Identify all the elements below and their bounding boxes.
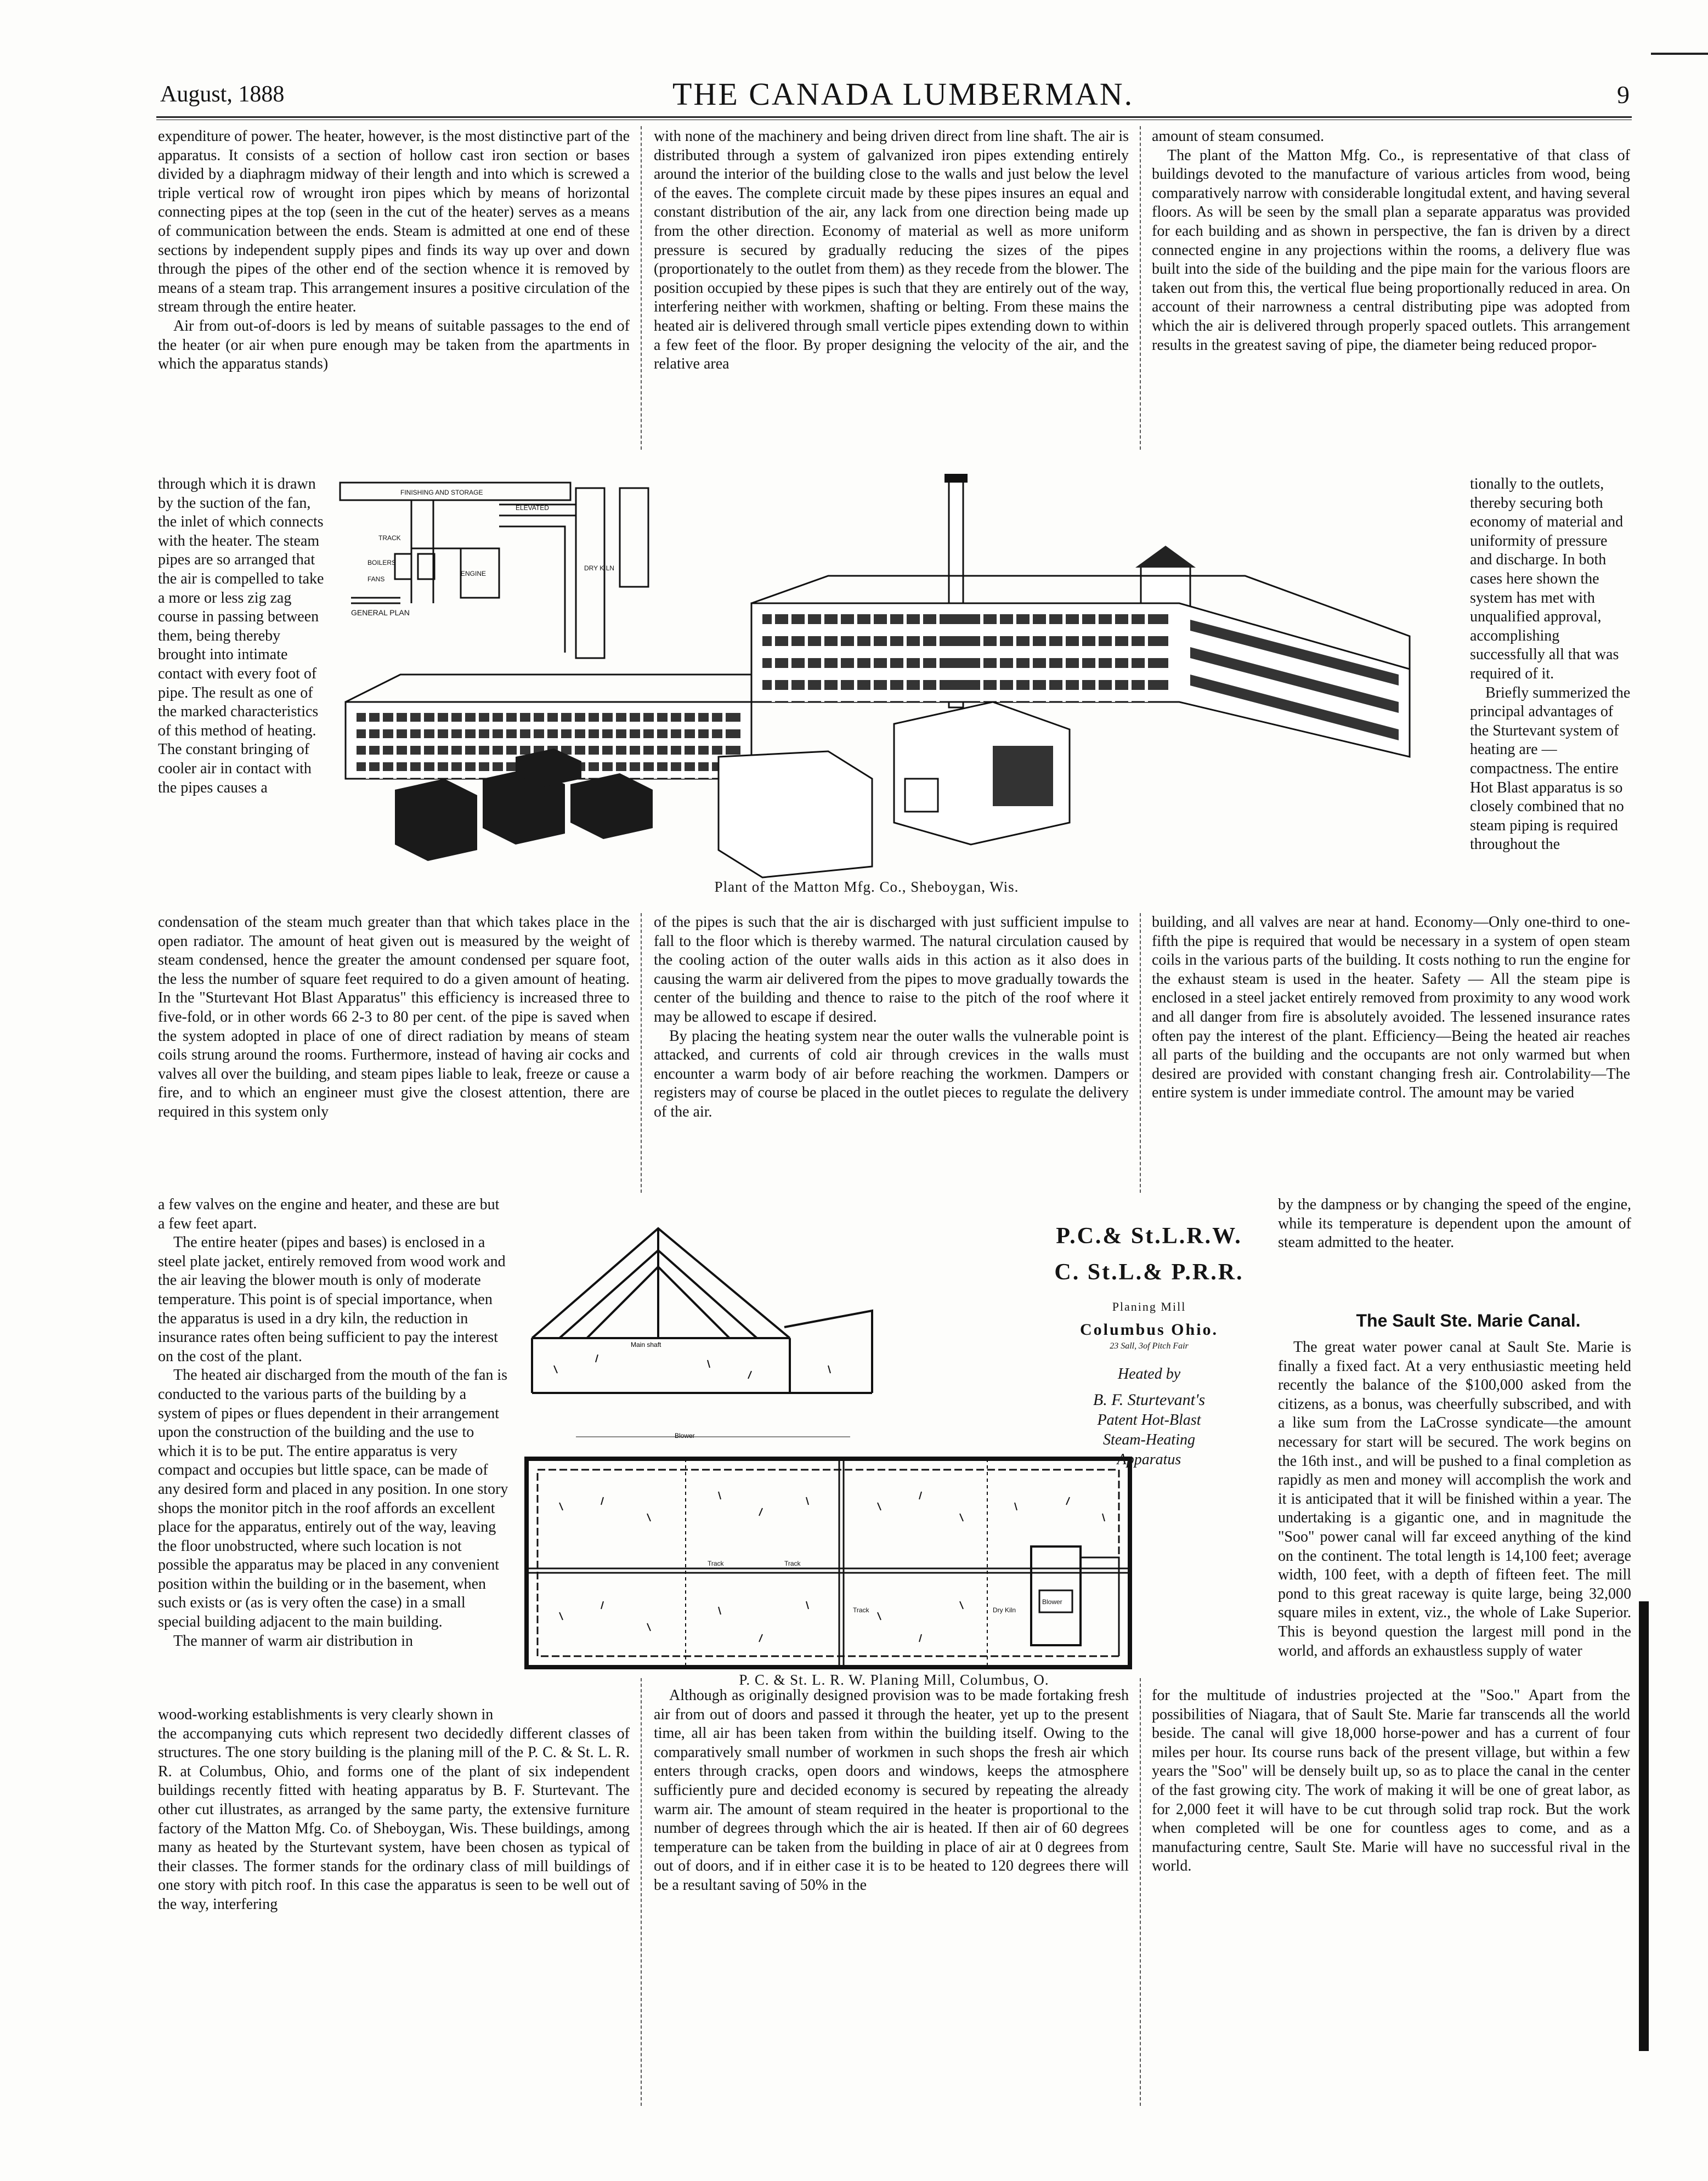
engine-house	[894, 702, 1070, 845]
canal-article	[1278, 1338, 1631, 1661]
figure-caption-matton: Plant of the Matton Mfg. Co., Sheboygan, Wis.	[714, 879, 1019, 895]
sign-line: Patent Hot-Blast	[1097, 1412, 1201, 1429]
paragraph: for the multitude of industries projected at the "Soo." Apart from the possibilities of Niagara, that of Sault Ste. Marie far transcends all the world beside. The canal will give 18,000 horse-power and has a current of four miles per hour. Its course runs back of the present village, but within a few years the "Soo" will be densely built up, so as to place the canal in the center of the fast growing city. The work of making it will be one of great labor, as for 2,000 feet it will have to be cut through solid trap rock. But the work when completed will be one for countless ages to come, and as a manufacturing centre, Sault Ste. Marie will have no successful rival in the world.	[1152, 1687, 1630, 1875]
paragraph: The manner of warm air distribution in	[173, 1632, 413, 1650]
margin-bar	[1639, 1601, 1649, 2051]
masthead-title: THE CANADA LUMBERMAN.	[672, 76, 1134, 112]
chimney-cap	[945, 474, 968, 483]
wrap-text-left: through which it is drawn by the suction of the fan, the inlet of which connects with the heater. The steam pipes are so arranged that the air is compelled to take a more or less zig zag course in passing between them, being thereby brought into intimate contact with every foot of pipe. The result as one of the marked characteristics of this method of heating. The constant bringing of cooler air in contact with the pipes causes a	[158, 475, 324, 796]
article-bottom-center	[654, 1686, 1129, 1895]
planing-mill-sign	[1017, 1223, 1281, 1469]
plan-label: BOILERS	[367, 559, 397, 567]
plan-label: Blower	[1042, 1598, 1062, 1606]
mill-floor-plan	[527, 1459, 1130, 1667]
tower-roof	[1135, 546, 1196, 568]
wrap-text-right	[1470, 475, 1631, 854]
section-label: Main shaft	[631, 1341, 661, 1349]
paragraph: The plant of the Matton Mfg. Co., is representative of that class of buildings devoted to the manufacture of various articles from wood, being comparatively narrow with considerable longitudal extent, and having several floors. As will be seen by the small plan a separate apparatus was provided for each building and as shown in perspective, the fan is driven by a direct connected engine in any projections within the rooms, a delivery flue was built into the side of the building and the pipe main for the various floors are taken out from this, the vertical flue being proportionally reduced in area. On account of their narrowness a central distributing pipe was adopted from which the air is delivered through properly spaced outlets. This arrangement results in the greatest saving of pipe, the diameter being reduced propor-	[1152, 146, 1630, 354]
section-label: Blower	[675, 1432, 695, 1440]
paragraph: The entire heater (pipes and bases) is enclosed in a steel plate jacket, entirely removed from wood work and the air leaving the blower mouth is only of moderate temperature. This point is of special importance, when the apparatus is used in a dry kiln, the reduction in insurance rates often being sufficient to pay the interest on the cost of the plant.	[158, 1234, 506, 1365]
plan-label: DRY KILN	[584, 564, 614, 572]
article-continuation-center	[654, 913, 1129, 1122]
issue-date: August, 1888	[160, 82, 285, 107]
article-lower-left	[158, 1196, 509, 1651]
sign-line: Heated by	[1117, 1366, 1181, 1383]
column-rule	[1140, 1678, 1141, 2106]
page-number: 9	[1617, 81, 1630, 109]
plan-label: ELEVATED	[516, 504, 549, 512]
plan-label: Track	[784, 1560, 801, 1567]
sign-line: 23 Sall, 3of Pitch Fair	[1110, 1341, 1189, 1351]
plan-label: GENERAL PLAN	[351, 608, 410, 617]
sign-line: Steam-Heating	[1103, 1431, 1195, 1448]
article-column-2	[654, 127, 1129, 374]
paragraph: Although as originally designed provision was to be made fortaking fresh air from out of doors and passed it through the heater, yet up to the present time, all air has been taken from within the building itself. Owing to the comparatively small number of workmen in such shops the fresh air which enters through cracks, open doors and windows, keeps the atmosphere sufficiently pure and decided economy is secured by repeating the already warm air. The amount of steam required in the heater is proportional to the number of degrees through which the air is heated. If then air of 60 degrees temperature can be taken from the building in place of air at 0 degrees from out of doors, and if in either case it is to be heated to 120 degrees there will be a resultant saving of 50% in the	[654, 1687, 1129, 1894]
column-rule	[1140, 126, 1141, 450]
plan-label: Track	[708, 1560, 724, 1567]
plan-label: Track	[853, 1606, 869, 1614]
plan-label: FANS	[367, 575, 385, 583]
sign-line: C. St.L.& P.R.R.	[1054, 1260, 1244, 1285]
article-column-1	[158, 127, 630, 374]
paragraph: tionally to the outlets, thereby securing both economy of material and uniformity of pressure and discharge. In both cases here shown the system has met with unqualified approval, accomplishing successfully all that was required of it.	[1470, 475, 1624, 682]
paragraph: The heated air discharged from the mouth of the fan is conducted to the various parts of the building by a system of pipes or flues dependent in their arrangement upon the construction of the building and the use to which it is to be put. The entire apparatus is very compact and occupies but little space, can be made of any desired form and placed in any position. In one story shops the monitor pitch in the roof affords an excellent place for the apparatus, entirely out of the way, leaving the floor unobstructed, where such location is not possible the apparatus may be placed in any convenient position within the building or in the basement, when such exists or (as is very often the case) in a small special building adjacent to the main building.	[158, 1367, 508, 1631]
paragraph: the accompanying cuts which represent two decidedly different classes of structures. The one story building is the planing mill of the P. C. & St. L. R. R. at Columbus, Ohio, and forms one of the plant of six independent buildings recently fitted with heating apparatus by B. F. Sturtevant. The other cut illustrates, as arranged by the same party, the extensive furniture factory of the Matton Mfg. Co. of Sheboygan, Wis. These buildings, among many as heated by the Sturtevant system, have been chosen as typical of their classes. The former stands for the ordinary class of mill buildings of one story with pitch roof. In this case the apparatus is seen to be well out of the way, interfering	[158, 1725, 630, 1913]
paragraph: Air from out-of-doors is led by means of suitable passages to the end of the heater (or air when pure enough may be taken from the apartments in which the apparatus stands)	[158, 317, 630, 373]
article-continuation-right: building, and all valves are near at hand. Economy—Only one-third to one-fifth the pipe is required that would be necessary in a system of open steam coils in the various parts of the building. It costs nothing to run the engine for the exhaust steam is used in the heater. Safety — All the steam pipe is enclosed in a steel jacket entirely removed from proximity to any wood work and all danger from fire is absolutely avoided. The lessened insurance rates often pay the interest of the plant. Efficiency—Being the heated air reaches all parts of the building and the occupants are not only warmed but when desired are provided with constant changing fresh air. Controlability—The entire system is under immediate control. The amount may be varied	[1152, 914, 1630, 1102]
column-rule	[641, 913, 642, 1193]
paragraph: a few valves on the engine and heater, and these are but a few feet apart.	[158, 1196, 500, 1232]
column-rule	[641, 1678, 642, 2106]
sign-line: Columbus Ohio.	[1079, 1321, 1219, 1339]
article-right-continuation: by the dampness or by changing the speed of the engine, while its temperature is dependent upon the amount of steam admitted to the heater.	[1278, 1196, 1631, 1251]
paragraph: The great water power canal at Sault Ste. Marie is finally a fixed fact. At a very enthusiastic meeting held recently the balance of the $100,000 asked from the citizens, as a bonus, was cheerfully subscribed, and with a like sum from the LaCrosse syndicate—the amount necessary for start will be secured. The work begins on the 16th inst., and will be pushed to a final completion as rapidly as men and money will accomplish the work and it is anticipated that it will be finished within a year. The undertaking is a gigantic one, and in magnitude the "Soo" power canal will far exceed anything of the kind on the continent. The total length is 14,100 feet; average width, 100 feet, with a depth of fifteen feet. The mill pond to this great raceway is quite large, being 32,000 square miles in extent, viz., the whole of Lake Superior. This is beyond question the largest mill pond in the world, and affords an exhaustless supply of water	[1278, 1339, 1631, 1659]
plan-label: FINISHING AND STORAGE	[400, 489, 483, 496]
paragraph: with none of the machinery and being driven direct from line shaft. The air is distributed through a system of galvanized iron pipes extending entirely around the interior of the building close to the walls and just below the level of the eaves. The complete circuit made by these pipes insures an equal and constant distribution of the air, any lack from one direction being made up from the other direction. Economy of material as well as more uniform pressure is secured by gradually reducing the sizes of the pipes (proportionately to the outlet from them) as they recede from the blower. The position occupied by these pipes is such that they are entirely out of the way, interfering neither with workmen, shafting or belting. From these mains the heated air is delivered through small verticle pipes extending down to within a few feet of the floor. By proper designing the velocity of the air, and the relative area	[654, 128, 1129, 373]
margin-mark	[1651, 53, 1708, 55]
plan-label: TRACK	[378, 534, 401, 542]
canal-heading: The Sault Ste. Marie Canal.	[1356, 1311, 1581, 1330]
paragraph: wood-working establishments is very clearly shown in	[158, 1706, 494, 1723]
article-column-3	[1152, 127, 1630, 355]
plan-label: ENGINE	[461, 570, 487, 577]
sign-line: Apparatus	[1117, 1451, 1181, 1468]
article-continuation-left: condensation of the steam much greater than that which takes place in the open radiator. The amount of heat given out is measured by the weight of steam condensed, hence the greater the amount condensed per square foot, the less the number of square feet required to do a given amount of heating. In the "Sturtevant Hot Blast Apparatus" this efficiency is increased three to five-fold, or in other words 66 2-3 to 80 per cent. of the pipe is saved when the system adopted in place of one of direct radiation by means of steam coils strung around the rooms. Furthermore, instead of having air cocks and valves all over the building, and steam pipes liable to leak, freeze or cause a fire, and to which an engineer must give the closest attention, there are required in this system only	[158, 914, 630, 1120]
article-bottom-right	[1152, 1686, 1630, 1876]
paragraph: of the pipes is such that the air is discharged with just sufficient impulse to fall to the floor which is thereby warmed. The natural circulation caused by the cooling action of the outer walls aids in this action as it also does in causing the warm air delivered from the pipes to move gradually towards the center of the building and thence to raise to the pitch of the roof where it may be allowed to escape if desired.	[654, 914, 1129, 1026]
paragraph: amount of steam consumed.	[1152, 128, 1325, 145]
sign-line: B. F. Sturtevant's	[1093, 1391, 1206, 1409]
roof-truss-section	[532, 1228, 872, 1393]
sign-line: Planing Mill	[1112, 1300, 1186, 1313]
matton-factory-illustration	[335, 472, 1459, 888]
sign-line: P.C.& St.L.R.W.	[1056, 1223, 1242, 1249]
shed	[719, 751, 872, 877]
plan-label: Dry Kiln	[993, 1606, 1016, 1614]
paragraph: Briefly summerized the principal advantages of the Sturtevant system of heating are —compactness. The entire Hot Blast apparatus is so closely combined that no steam piping is required throughout the	[1470, 684, 1631, 853]
header-rule	[156, 116, 1632, 118]
paragraph: expenditure of power. The heater, however, is the most distinctive part of the apparatus. It consists of a section of hollow cast iron section or bases divided by a diaphragm midway of their length and into which is screwed a triple vertical row of wrought iron pipes which by means of horizontal connecting pipes at the top (seen in the cut of the heater) serves as a means of communication between the ends. Steam is admitted at one end of these sections by independent supply pipes and finds its way up over and down through the pipes of the other end of the section whence it is removed by means of a steam trap. This arrangement insures a positive circulation of the stream through the entire heater.	[158, 128, 630, 316]
column-rule	[641, 126, 642, 450]
figure-caption-planing-mill: P. C. & St. L. R. W. Planing Mill, Columbus, O.	[739, 1672, 1049, 1688]
paragraph: By placing the heating system near the outer walls the vulnerable point is attacked, and currents of cold air through crevices in the walls must encounter a warm body of air before reaching the workmen. Dampers or registers may of course be placed in the outlet pieces to regulate the delivery of the air.	[654, 1027, 1129, 1120]
article-bottom-left	[158, 1706, 630, 1914]
column-rule	[1140, 913, 1141, 1193]
